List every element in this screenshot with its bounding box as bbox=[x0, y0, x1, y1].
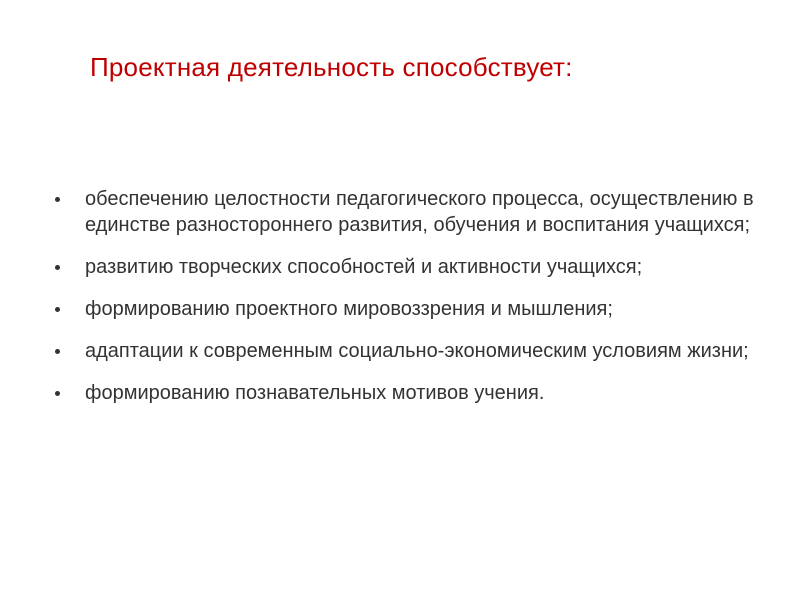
list-item bbox=[55, 380, 755, 406]
bullet-list bbox=[55, 186, 755, 422]
bullet-icon bbox=[55, 349, 60, 354]
list-item-text: формированию познавательных мотивов учения. bbox=[85, 382, 545, 404]
bullet-icon bbox=[55, 307, 60, 312]
list-item-text: развитию творческих способностей и активности учащихся; bbox=[85, 256, 643, 278]
list-item-text: адаптации к современным социально-экономическим условиям жизни; bbox=[85, 340, 749, 362]
list-item-text: формированию проектного мировоззрения и мышления; bbox=[85, 298, 613, 320]
list-item bbox=[55, 296, 755, 322]
list-item bbox=[55, 254, 755, 280]
bullet-icon bbox=[55, 265, 60, 270]
bullet-icon bbox=[55, 391, 60, 396]
list-item-text: обеспечению целостности педагогического процесса, осуществлению в единстве разностороннего развития, обучения и воспитания учащихся; bbox=[85, 188, 754, 236]
slide-title: Проектная деятельность способствует: bbox=[90, 52, 573, 82]
list-item bbox=[55, 338, 755, 364]
list-item bbox=[55, 186, 755, 238]
bullet-icon bbox=[55, 197, 60, 202]
